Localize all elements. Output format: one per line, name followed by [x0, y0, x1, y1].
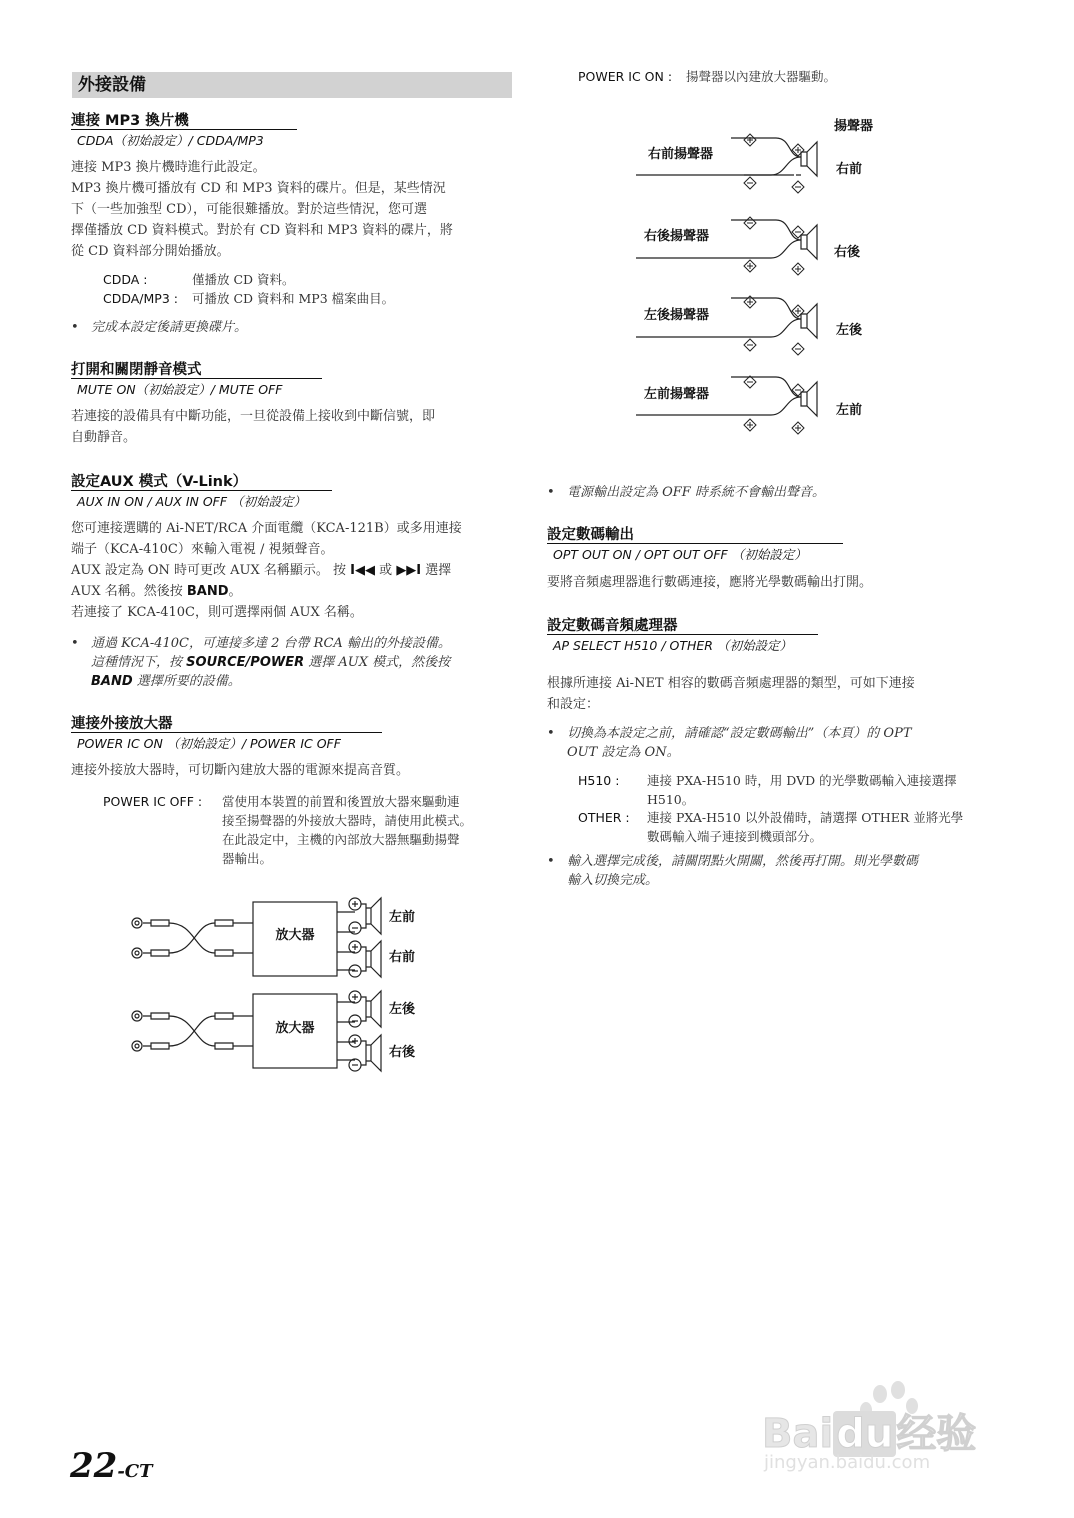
speaker-label: 右前 [389, 950, 416, 965]
watermark: Baidu经验 jingyan.baidu.com [762, 1380, 1012, 1475]
amp-title: 連接外接放大器 [71, 716, 173, 732]
optout-title: 設定數碼輸出 [547, 527, 634, 543]
amp-definition: POWER IC OFF : 當使用本裝置的前置和後置放大器來驅動連 接至揚聲器的外接放大器時，請使用此模式。 在此設定中，主機的內部放大器無驅動揚聲 器輸出。 [103, 794, 473, 866]
aux-options: AUX IN ON / AUX IN OFF （初始設定） [71, 490, 332, 510]
amp-options: POWER IC ON （初始設定）/ POWER IC OFF [71, 732, 382, 752]
mp3-definitions: CDDA : 僅播放 CD 資料。 CDDA/MP3 : 可播放 CD 資料和 MP3 檔案曲目。 [103, 272, 395, 306]
wire-label: 右後揚聲器 [644, 229, 710, 244]
speaker-label: 左後 [836, 323, 863, 338]
speaker-label: 右後 [834, 245, 861, 260]
ap-definitions: H510 : 連接 PXA-H510 時，用 DVD 的光學數碼輸入連接選擇 H510。 OTHER : 連接 PXA-H510 以外設備時，請選擇 OTHER 並將光學 數碼輸入端子連接到機頭部分。 [578, 773, 964, 844]
speaker-label: 左前 [389, 910, 416, 925]
speaker-wiring-diagram [636, 112, 886, 442]
speaker-label: 左前 [836, 403, 863, 418]
next-track-icon: ▶▶I [396, 563, 422, 578]
mp3-options: CDDA（初始設定）/ CDDA/MP3 [71, 129, 297, 149]
aux-note: • 通過 KCA-410C，可連接多達 2 台帶 RCA 輸出的外接設備。 這種情況下，按 SOURCE/POWER 選擇 AUX 模式，然後按 BAND 選擇所要的設備。 [71, 636, 451, 689]
speaker-diagram-title: 揚聲器 [834, 119, 874, 134]
speaker-label: 左後 [389, 1002, 416, 1017]
amp-label: 放大器 [275, 928, 315, 943]
power-ic-on-definition: POWER IC ON : 揚聲器以內建放大器驅動。 [578, 69, 837, 84]
speaker-icon [349, 898, 381, 1071]
wire-label: 右前揚聲器 [648, 147, 714, 162]
ap-note-2: • 輸入選擇完成後，請關閉點火開關，然後再打開。則光學數碼 輸入切換完成。 [547, 854, 919, 888]
ap-title: 設定數碼音頻處理器 [547, 618, 678, 634]
speaker-icon [801, 142, 817, 416]
prev-track-icon: I◀◀ [350, 563, 376, 578]
ap-note-1: • 切換為本設定之前，請確認“設定數碼輸出”（本頁）的 OPT OUT 設定為 ON。 [547, 726, 912, 760]
optout-options: OPT OUT ON / OPT OUT OFF （初始設定） [547, 543, 843, 563]
amp-paragraph: 連接外接放大器時，可切斷內建放大器的電源來提高音質。 [71, 763, 410, 778]
rca-connector-icon [132, 1011, 253, 1051]
aux-paragraph: 您可連接選購的 Ai-NET/RCA 介面電纜（KCA-121B）或多用連接 端子（KCA-410C）來輸入電視 / 視頻聲音。 AUX 設定為 ON 時可更改 AUX 名稱顯示。 按 I◀◀ 或 ▶▶I 選擇 AUX 名稱。然後按 BAND。 若連接了 KCA-410C，則可選擇兩個 AUX 名稱。 [71, 521, 462, 620]
mp3-paragraph: 連接 MP3 換片機時進行此設定。 MP3 換片機可播放有 CD 和 MP3 資料的碟片。但是，某些情況 下（一些加強型 CD），可能很難播放。對於這些情況，您可選 擇僅播放 CD 資料模式。對於有 CD 資料和 MP3 資料的碟片，將 從 CD 資料部分開始播放。 [71, 160, 453, 259]
speaker-label: 右前 [836, 162, 863, 177]
amp-label: 放大器 [275, 1021, 315, 1036]
page-number: 22-CT [70, 1446, 153, 1486]
amp-wiring-diagram [125, 890, 435, 1080]
section-header: 外接設備 [72, 72, 512, 98]
terminal-icon [744, 134, 804, 434]
ap-options: AP SELECT H510 / OTHER （初始設定） [547, 634, 818, 654]
mute-options: MUTE ON（初始設定）/ MUTE OFF [71, 378, 322, 398]
ap-paragraph: 根據所連接 Ai-NET 相容的數碼音頻處理器的類型，可如下連接 和設定： [547, 676, 915, 712]
speaker-label: 右後 [389, 1045, 416, 1060]
mp3-title: 連接 MP3 換片機 [71, 113, 189, 129]
wire-label: 左後揚聲器 [644, 308, 710, 323]
mp3-note: • 完成本設定後請更換碟片。 [71, 320, 248, 335]
rca-connector-icon [132, 918, 253, 958]
wire-label: 左前揚聲器 [644, 387, 710, 402]
mute-title: 打開和關閉靜音模式 [71, 362, 202, 378]
mute-paragraph: 若連接的設備具有中斷功能，一旦從設備上接收到中斷信號，即 自動靜音。 [71, 409, 436, 445]
aux-title: 設定AUX 模式（V-Link） [71, 474, 248, 490]
power-off-note: • 電源輸出設定為 OFF 時系統不會輸出聲音。 [547, 485, 825, 500]
optout-paragraph: 要將音頻處理器進行數碼連接，應將光學數碼輸出打開。 [547, 575, 873, 590]
